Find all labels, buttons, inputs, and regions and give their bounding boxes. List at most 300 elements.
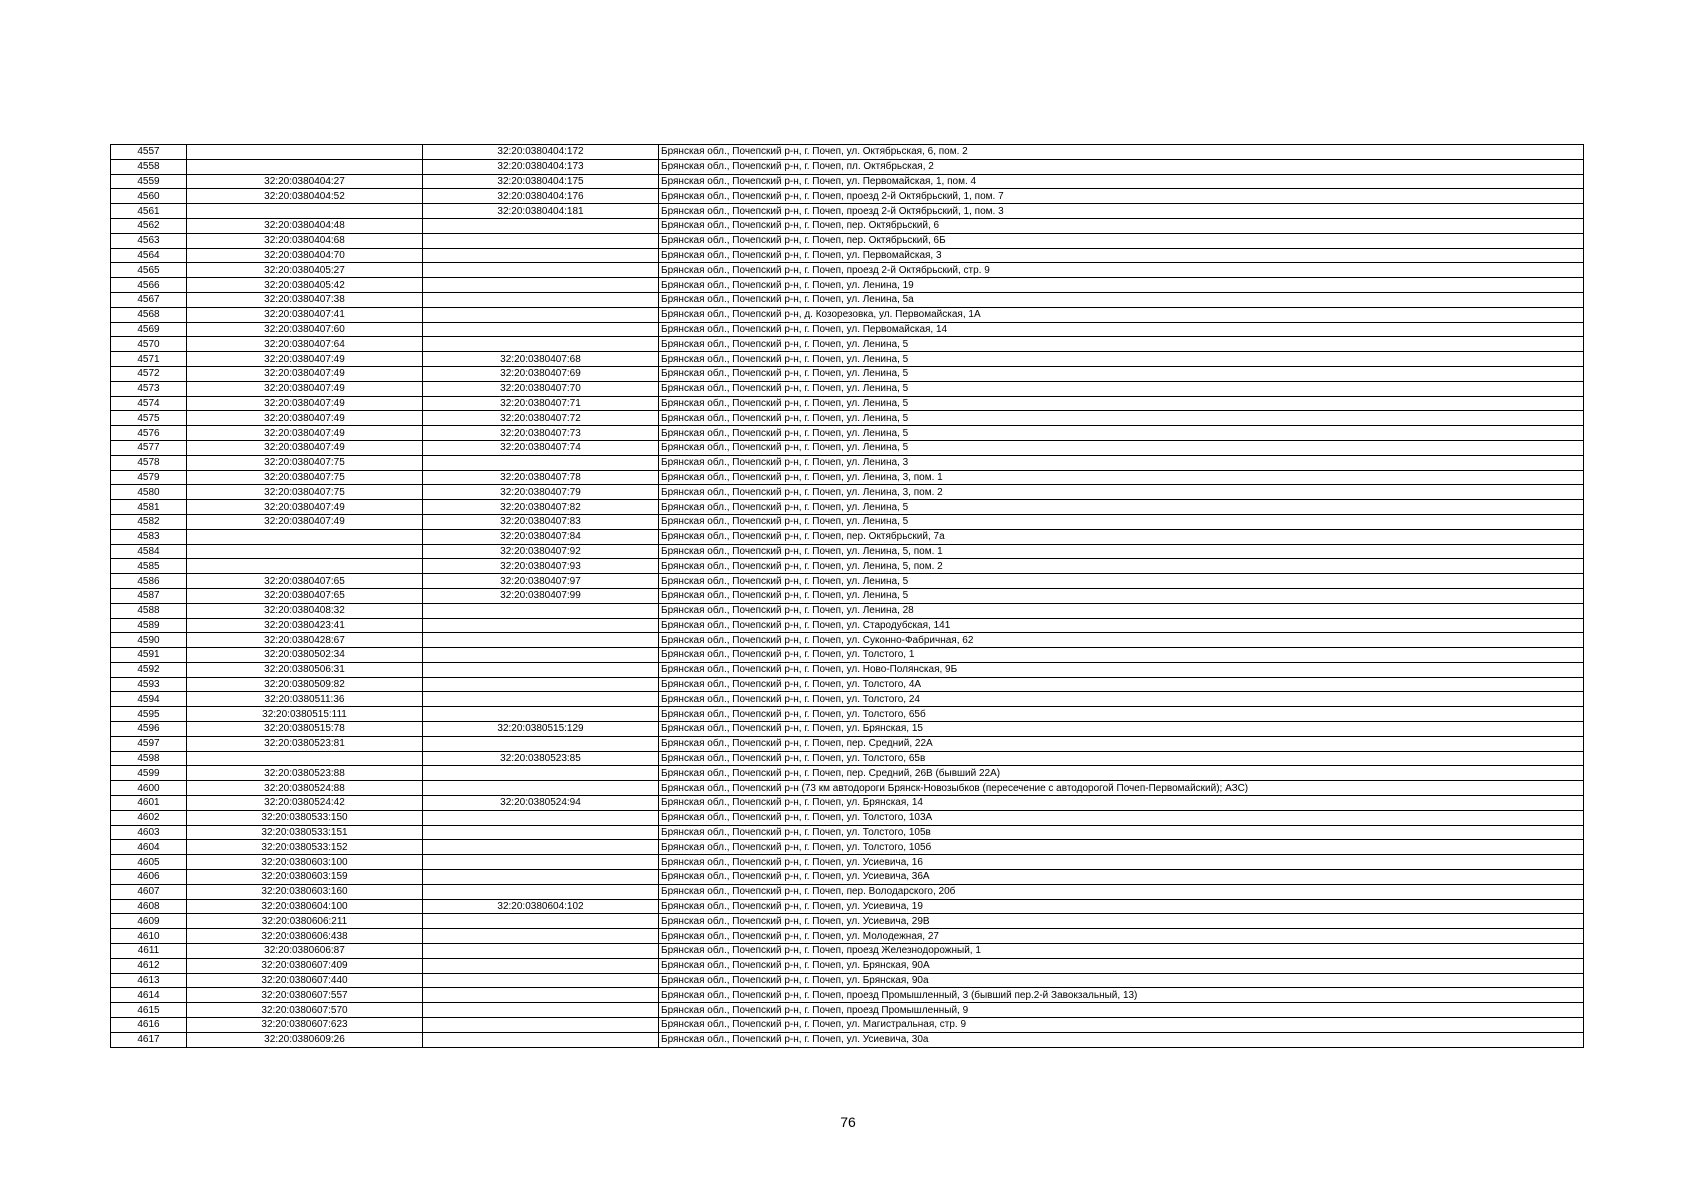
object-cadastral-number-cell — [423, 322, 659, 337]
row-number-cell: 4594 — [111, 692, 187, 707]
address-cell: Брянская обл., Почепский р-н, г. Почеп, ул. Ленина, 5 — [659, 426, 1584, 441]
row-number-cell: 4581 — [111, 500, 187, 515]
object-cadastral-number-cell — [423, 307, 659, 322]
row-number-cell: 4562 — [111, 218, 187, 233]
address-cell: Брянская обл., Почепский р-н, г. Почеп, ул. Толстого, 1 — [659, 648, 1584, 663]
row-number-cell: 4591 — [111, 648, 187, 663]
object-cadastral-number-cell — [423, 662, 659, 677]
table-row — [111, 662, 1584, 677]
cadastral-number-cell: 32:20:0380511:36 — [187, 692, 423, 707]
row-number-cell: 4557 — [111, 145, 187, 160]
address-cell: Брянская обл., Почепский р-н, г. Почеп, проезд 2-й Октябрьский, 1, пом. 3 — [659, 204, 1584, 219]
table-row — [111, 574, 1584, 589]
cadastral-number-cell: 32:20:0380603:160 — [187, 884, 423, 899]
object-cadastral-number-cell: 32:20:0380407:97 — [423, 574, 659, 589]
row-number-cell: 4575 — [111, 411, 187, 426]
object-cadastral-number-cell: 32:20:0380407:70 — [423, 381, 659, 396]
table-row — [111, 736, 1584, 751]
table-row — [111, 870, 1584, 885]
object-cadastral-number-cell — [423, 677, 659, 692]
object-cadastral-number-cell — [423, 766, 659, 781]
cadastral-number-cell: 32:20:0380523:88 — [187, 766, 423, 781]
address-cell: Брянская обл., Почепский р-н, г. Почеп, ул. Ленина, 5 — [659, 411, 1584, 426]
row-number-cell: 4613 — [111, 973, 187, 988]
object-cadastral-number-cell — [423, 958, 659, 973]
cadastral-number-cell: 32:20:0380408:32 — [187, 603, 423, 618]
table-row — [111, 426, 1584, 441]
cadastral-number-cell: 32:20:0380407:75 — [187, 485, 423, 500]
row-number-cell: 4592 — [111, 662, 187, 677]
address-cell: Брянская обл., Почепский р-н, г. Почеп, проезд Железнодорожный, 1 — [659, 944, 1584, 959]
cadastral-number-cell: 32:20:0380407:49 — [187, 396, 423, 411]
cadastral-number-cell: 32:20:0380405:42 — [187, 278, 423, 293]
object-cadastral-number-cell: 32:20:0380404:173 — [423, 159, 659, 174]
object-cadastral-number-cell — [423, 455, 659, 470]
row-number-cell: 4616 — [111, 1018, 187, 1033]
cadastral-number-cell: 32:20:0380604:100 — [187, 899, 423, 914]
cadastral-number-cell — [187, 751, 423, 766]
address-cell: Брянская обл., Почепский р-н, г. Почеп, ул. Суконно-Фабричная, 62 — [659, 633, 1584, 648]
object-cadastral-number-cell: 32:20:0380407:83 — [423, 514, 659, 529]
object-cadastral-number-cell: 32:20:0380404:172 — [423, 145, 659, 160]
address-cell: Брянская обл., Почепский р-н, г. Почеп, ул. Толстого, 105в — [659, 825, 1584, 840]
row-number-cell: 4603 — [111, 825, 187, 840]
table-row — [111, 204, 1584, 219]
row-number-cell: 4614 — [111, 988, 187, 1003]
object-cadastral-number-cell — [423, 233, 659, 248]
address-cell: Брянская обл., Почепский р-н, г. Почеп, ул. Ленина, 5 — [659, 396, 1584, 411]
row-number-cell: 4609 — [111, 914, 187, 929]
table-row — [111, 1032, 1584, 1047]
object-cadastral-number-cell — [423, 1003, 659, 1018]
address-cell: Брянская обл., Почепский р-н, г. Почеп, ул. Ленина, 5 — [659, 500, 1584, 515]
cadastral-number-cell — [187, 159, 423, 174]
address-cell: Брянская обл., Почепский р-н, г. Почеп, ул. Брянская, 90а — [659, 973, 1584, 988]
address-cell: Брянская обл., Почепский р-н, г. Почеп, ул. Магистральная, стр. 9 — [659, 1018, 1584, 1033]
object-cadastral-number-cell: 32:20:0380407:72 — [423, 411, 659, 426]
table-row — [111, 470, 1584, 485]
address-cell: Брянская обл., Почепский р-н, г. Почеп, ул. Ленина, 5 — [659, 366, 1584, 381]
object-cadastral-number-cell — [423, 1032, 659, 1047]
table-row — [111, 855, 1584, 870]
object-cadastral-number-cell: 32:20:0380407:99 — [423, 588, 659, 603]
table-row — [111, 884, 1584, 899]
row-number-cell: 4589 — [111, 618, 187, 633]
object-cadastral-number-cell — [423, 944, 659, 959]
cadastral-number-cell: 32:20:0380607:557 — [187, 988, 423, 1003]
object-cadastral-number-cell: 32:20:0380407:73 — [423, 426, 659, 441]
address-cell: Брянская обл., Почепский р-н, г. Почеп, проезд Промышленный, 3 (бывший пер.2-й Завокзальный, 13) — [659, 988, 1584, 1003]
cadastral-number-cell — [187, 544, 423, 559]
row-number-cell: 4610 — [111, 929, 187, 944]
cadastral-number-cell: 32:20:0380407:65 — [187, 588, 423, 603]
address-cell: Брянская обл., Почепский р-н, г. Почеп, ул. Ленина, 5, пом. 2 — [659, 559, 1584, 574]
address-cell: Брянская обл., Почепский р-н, г. Почеп, пер. Средний, 26В (бывший 22А) — [659, 766, 1584, 781]
cadastral-number-cell: 32:20:0380407:49 — [187, 426, 423, 441]
row-number-cell: 4599 — [111, 766, 187, 781]
object-cadastral-number-cell — [423, 870, 659, 885]
table-row — [111, 1018, 1584, 1033]
cadastral-number-cell: 32:20:0380404:70 — [187, 248, 423, 263]
row-number-cell: 4568 — [111, 307, 187, 322]
cadastral-number-cell: 32:20:0380407:38 — [187, 292, 423, 307]
table-row — [111, 648, 1584, 663]
row-number-cell: 4573 — [111, 381, 187, 396]
address-cell: Брянская обл., Почепский р-н, г. Почеп, ул. Брянская, 14 — [659, 796, 1584, 811]
address-cell: Брянская обл., Почепский р-н, г. Почеп, проезд Промышленный, 9 — [659, 1003, 1584, 1018]
row-number-cell: 4566 — [111, 278, 187, 293]
address-cell: Брянская обл., Почепский р-н, г. Почеп, ул. Усиевича, 30а — [659, 1032, 1584, 1047]
table-row — [111, 944, 1584, 959]
cadastral-number-cell: 32:20:0380407:60 — [187, 322, 423, 337]
object-cadastral-number-cell: 32:20:0380407:79 — [423, 485, 659, 500]
row-number-cell: 4587 — [111, 588, 187, 603]
table-row — [111, 381, 1584, 396]
cadastral-number-cell: 32:20:0380407:49 — [187, 514, 423, 529]
table-row — [111, 440, 1584, 455]
address-cell: Брянская обл., Почепский р-н, г. Почеп, ул. Ленина, 5 — [659, 514, 1584, 529]
table-row — [111, 796, 1584, 811]
cadastral-number-cell: 32:20:0380407:49 — [187, 366, 423, 381]
address-cell: Брянская обл., Почепский р-н, г. Почеп, пл. Октябрьская, 2 — [659, 159, 1584, 174]
table-row — [111, 159, 1584, 174]
row-number-cell: 4600 — [111, 781, 187, 796]
table-row — [111, 218, 1584, 233]
row-number-cell: 4598 — [111, 751, 187, 766]
object-cadastral-number-cell — [423, 278, 659, 293]
object-cadastral-number-cell — [423, 840, 659, 855]
address-cell: Брянская обл., Почепский р-н, г. Почеп, проезд 2-й Октябрьский, стр. 9 — [659, 263, 1584, 278]
cadastral-number-cell: 32:20:0380407:75 — [187, 470, 423, 485]
table-row — [111, 233, 1584, 248]
cadastral-number-cell: 32:20:0380405:27 — [187, 263, 423, 278]
row-number-cell: 4563 — [111, 233, 187, 248]
object-cadastral-number-cell: 32:20:0380407:92 — [423, 544, 659, 559]
table-row — [111, 1003, 1584, 1018]
address-cell: Брянская обл., Почепский р-н, г. Почеп, ул. Ленина, 5 — [659, 574, 1584, 589]
row-number-cell: 4596 — [111, 722, 187, 737]
address-cell: Брянская обл., Почепский р-н, г. Почеп, ул. Толстого, 4А — [659, 677, 1584, 692]
object-cadastral-number-cell: 32:20:0380407:82 — [423, 500, 659, 515]
row-number-cell: 4565 — [111, 263, 187, 278]
row-number-cell: 4577 — [111, 440, 187, 455]
table-row — [111, 677, 1584, 692]
row-number-cell: 4597 — [111, 736, 187, 751]
row-number-cell: 4601 — [111, 796, 187, 811]
address-cell: Брянская обл., Почепский р-н, г. Почеп, пер. Октябрьский, 6Б — [659, 233, 1584, 248]
row-number-cell: 4606 — [111, 870, 187, 885]
table-row — [111, 781, 1584, 796]
table-row — [111, 396, 1584, 411]
table-row — [111, 485, 1584, 500]
table-row — [111, 633, 1584, 648]
row-number-cell: 4576 — [111, 426, 187, 441]
address-cell: Брянская обл., Почепский р-н, г. Почеп, ул. Ленина, 5 — [659, 337, 1584, 352]
table-row — [111, 618, 1584, 633]
object-cadastral-number-cell — [423, 292, 659, 307]
cadastral-number-cell: 32:20:0380506:31 — [187, 662, 423, 677]
object-cadastral-number-cell — [423, 618, 659, 633]
table-row — [111, 988, 1584, 1003]
registry-table-body — [111, 145, 1584, 1048]
table-row — [111, 322, 1584, 337]
cadastral-number-cell: 32:20:0380407:49 — [187, 411, 423, 426]
cadastral-number-cell: 32:20:0380609:26 — [187, 1032, 423, 1047]
table-row — [111, 500, 1584, 515]
table-row — [111, 455, 1584, 470]
object-cadastral-number-cell — [423, 337, 659, 352]
row-number-cell: 4607 — [111, 884, 187, 899]
cadastral-number-cell: 32:20:0380404:48 — [187, 218, 423, 233]
row-number-cell: 4559 — [111, 174, 187, 189]
address-cell: Брянская обл., Почепский р-н, г. Почеп, ул. Ленина, 19 — [659, 278, 1584, 293]
cadastral-number-cell: 32:20:0380606:211 — [187, 914, 423, 929]
table-row — [111, 973, 1584, 988]
table-row — [111, 899, 1584, 914]
address-cell: Брянская обл., Почепский р-н, г. Почеп, ул. Ленина, 5 — [659, 381, 1584, 396]
row-number-cell: 4584 — [111, 544, 187, 559]
cadastral-number-cell: 32:20:0380523:81 — [187, 736, 423, 751]
cadastral-number-cell — [187, 559, 423, 574]
cadastral-number-cell: 32:20:0380407:49 — [187, 352, 423, 367]
address-cell: Брянская обл., Почепский р-н, г. Почеп, пер. Октябрьский, 7а — [659, 529, 1584, 544]
object-cadastral-number-cell: 32:20:0380404:175 — [423, 174, 659, 189]
cadastral-number-cell: 32:20:0380407:65 — [187, 574, 423, 589]
cadastral-number-cell: 32:20:0380524:42 — [187, 796, 423, 811]
object-cadastral-number-cell: 32:20:0380407:74 — [423, 440, 659, 455]
table-row — [111, 174, 1584, 189]
cadastral-number-cell: 32:20:0380407:75 — [187, 455, 423, 470]
address-cell: Брянская обл., Почепский р-н, г. Почеп, ул. Ленина, 5, пом. 1 — [659, 544, 1584, 559]
address-cell: Брянская обл., Почепский р-н, г. Почеп, ул. Брянская, 15 — [659, 722, 1584, 737]
table-row — [111, 825, 1584, 840]
row-number-cell: 4612 — [111, 958, 187, 973]
object-cadastral-number-cell — [423, 914, 659, 929]
cadastral-number-cell: 32:20:0380607:409 — [187, 958, 423, 973]
table-row — [111, 352, 1584, 367]
table-row — [111, 337, 1584, 352]
table-row — [111, 529, 1584, 544]
object-cadastral-number-cell — [423, 973, 659, 988]
address-cell: Брянская обл., Почепский р-н, г. Почеп, ул. Первомайская, 3 — [659, 248, 1584, 263]
cadastral-number-cell: 32:20:0380607:570 — [187, 1003, 423, 1018]
table-row — [111, 411, 1584, 426]
table-row — [111, 751, 1584, 766]
address-cell: Брянская обл., Почепский р-н, г. Почеп, ул. Ленина, 5а — [659, 292, 1584, 307]
address-cell: Брянская обл., Почепский р-н (73 км автодороги Брянск-Новозыбков (пересечение с автодорогой Почеп-Первомайский); АЗС) — [659, 781, 1584, 796]
table-row — [111, 588, 1584, 603]
table-row — [111, 544, 1584, 559]
registry-table — [110, 144, 1584, 1048]
cadastral-number-cell: 32:20:0380404:27 — [187, 174, 423, 189]
object-cadastral-number-cell: 32:20:0380407:68 — [423, 352, 659, 367]
table-row — [111, 929, 1584, 944]
row-number-cell: 4608 — [111, 899, 187, 914]
table-row — [111, 248, 1584, 263]
object-cadastral-number-cell — [423, 648, 659, 663]
object-cadastral-number-cell — [423, 736, 659, 751]
row-number-cell: 4586 — [111, 574, 187, 589]
object-cadastral-number-cell: 32:20:0380407:84 — [423, 529, 659, 544]
page-number: 76 — [840, 1114, 856, 1130]
address-cell: Брянская обл., Почепский р-н, г. Почеп, ул. Толстого, 65в — [659, 751, 1584, 766]
table-row — [111, 958, 1584, 973]
row-number-cell: 4561 — [111, 204, 187, 219]
address-cell: Брянская обл., Почепский р-н, г. Почеп, ул. Ленина, 3 — [659, 455, 1584, 470]
cadastral-number-cell: 32:20:0380407:49 — [187, 381, 423, 396]
table-row — [111, 278, 1584, 293]
table-row — [111, 603, 1584, 618]
cadastral-number-cell: 32:20:0380404:68 — [187, 233, 423, 248]
object-cadastral-number-cell: 32:20:0380515:129 — [423, 722, 659, 737]
table-row — [111, 366, 1584, 381]
row-number-cell: 4574 — [111, 396, 187, 411]
cadastral-number-cell: 32:20:0380407:41 — [187, 307, 423, 322]
object-cadastral-number-cell — [423, 884, 659, 899]
cadastral-number-cell: 32:20:0380524:88 — [187, 781, 423, 796]
row-number-cell: 4560 — [111, 189, 187, 204]
object-cadastral-number-cell: 32:20:0380404:181 — [423, 204, 659, 219]
cadastral-number-cell: 32:20:0380603:100 — [187, 855, 423, 870]
row-number-cell: 4578 — [111, 455, 187, 470]
row-number-cell: 4590 — [111, 633, 187, 648]
object-cadastral-number-cell — [423, 263, 659, 278]
table-row — [111, 766, 1584, 781]
address-cell: Брянская обл., Почепский р-н, г. Почеп, пер. Октябрьский, 6 — [659, 218, 1584, 233]
object-cadastral-number-cell — [423, 218, 659, 233]
object-cadastral-number-cell — [423, 929, 659, 944]
address-cell: Брянская обл., Почепский р-н, г. Почеп, ул. Толстого, 105б — [659, 840, 1584, 855]
address-cell: Брянская обл., Почепский р-н, г. Почеп, ул. Октябрьская, 6, пом. 2 — [659, 145, 1584, 160]
table-row — [111, 840, 1584, 855]
object-cadastral-number-cell: 32:20:0380407:78 — [423, 470, 659, 485]
cadastral-number-cell: 32:20:0380407:64 — [187, 337, 423, 352]
object-cadastral-number-cell — [423, 855, 659, 870]
object-cadastral-number-cell — [423, 988, 659, 1003]
row-number-cell: 4605 — [111, 855, 187, 870]
address-cell: Брянская обл., Почепский р-н, г. Почеп, ул. Ново-Полянская, 9Б — [659, 662, 1584, 677]
object-cadastral-number-cell: 32:20:0380524:94 — [423, 796, 659, 811]
address-cell: Брянская обл., Почепский р-н, г. Почеп, ул. Ленина, 28 — [659, 603, 1584, 618]
table-row — [111, 145, 1584, 160]
address-cell: Брянская обл., Почепский р-н, г. Почеп, ул. Усиевича, 29В — [659, 914, 1584, 929]
row-number-cell: 4588 — [111, 603, 187, 618]
row-number-cell: 4593 — [111, 677, 187, 692]
address-cell: Брянская обл., Почепский р-н, г. Почеп, ул. Ленина, 3, пом. 2 — [659, 485, 1584, 500]
table-row — [111, 263, 1584, 278]
cadastral-number-cell: 32:20:0380404:52 — [187, 189, 423, 204]
row-number-cell: 4580 — [111, 485, 187, 500]
address-cell: Брянская обл., Почепский р-н, г. Почеп, ул. Толстого, 65б — [659, 707, 1584, 722]
address-cell: Брянская обл., Почепский р-н, г. Почеп, ул. Толстого, 103А — [659, 810, 1584, 825]
cadastral-number-cell: 32:20:0380515:111 — [187, 707, 423, 722]
object-cadastral-number-cell — [423, 603, 659, 618]
row-number-cell: 4572 — [111, 366, 187, 381]
table-row — [111, 692, 1584, 707]
address-cell: Брянская обл., Почепский р-н, г. Почеп, пер. Володарского, 20б — [659, 884, 1584, 899]
table-row — [111, 810, 1584, 825]
row-number-cell: 4570 — [111, 337, 187, 352]
address-cell: Брянская обл., Почепский р-н, г. Почеп, ул. Ленина, 5 — [659, 588, 1584, 603]
address-cell: Брянская обл., Почепский р-н, г. Почеп, проезд 2-й Октябрьский, 1, пом. 7 — [659, 189, 1584, 204]
cadastral-number-cell: 32:20:0380509:82 — [187, 677, 423, 692]
cadastral-number-cell: 32:20:0380607:623 — [187, 1018, 423, 1033]
address-cell: Брянская обл., Почепский р-н, г. Почеп, ул. Ленина, 5 — [659, 440, 1584, 455]
cadastral-number-cell: 32:20:0380533:152 — [187, 840, 423, 855]
address-cell: Брянская обл., Почепский р-н, г. Почеп, пер. Средний, 22А — [659, 736, 1584, 751]
address-cell: Брянская обл., Почепский р-н, г. Почеп, ул. Первомайская, 1, пом. 4 — [659, 174, 1584, 189]
cadastral-number-cell: 32:20:0380533:150 — [187, 810, 423, 825]
table-row — [111, 914, 1584, 929]
table-row — [111, 559, 1584, 574]
cadastral-number-cell: 32:20:0380533:151 — [187, 825, 423, 840]
cadastral-number-cell — [187, 204, 423, 219]
object-cadastral-number-cell — [423, 692, 659, 707]
table-row — [111, 707, 1584, 722]
row-number-cell: 4579 — [111, 470, 187, 485]
object-cadastral-number-cell: 32:20:0380604:102 — [423, 899, 659, 914]
cadastral-number-cell: 32:20:0380606:438 — [187, 929, 423, 944]
cadastral-number-cell: 32:20:0380603:159 — [187, 870, 423, 885]
object-cadastral-number-cell — [423, 633, 659, 648]
cadastral-number-cell: 32:20:0380607:440 — [187, 973, 423, 988]
object-cadastral-number-cell — [423, 707, 659, 722]
cadastral-number-cell: 32:20:0380423:41 — [187, 618, 423, 633]
row-number-cell: 4595 — [111, 707, 187, 722]
object-cadastral-number-cell — [423, 781, 659, 796]
object-cadastral-number-cell — [423, 810, 659, 825]
address-cell: Брянская обл., Почепский р-н, г. Почеп, ул. Усиевича, 19 — [659, 899, 1584, 914]
object-cadastral-number-cell: 32:20:0380407:93 — [423, 559, 659, 574]
object-cadastral-number-cell: 32:20:0380407:69 — [423, 366, 659, 381]
row-number-cell: 4558 — [111, 159, 187, 174]
row-number-cell: 4617 — [111, 1032, 187, 1047]
row-number-cell: 4611 — [111, 944, 187, 959]
cadastral-number-cell: 32:20:0380515:78 — [187, 722, 423, 737]
row-number-cell: 4615 — [111, 1003, 187, 1018]
row-number-cell: 4569 — [111, 322, 187, 337]
row-number-cell: 4567 — [111, 292, 187, 307]
table-row — [111, 722, 1584, 737]
row-number-cell: 4571 — [111, 352, 187, 367]
address-cell: Брянская обл., Почепский р-н, г. Почеп, ул. Толстого, 24 — [659, 692, 1584, 707]
table-row — [111, 307, 1584, 322]
address-cell: Брянская обл., Почепский р-н, г. Почеп, ул. Усиевича, 16 — [659, 855, 1584, 870]
row-number-cell: 4582 — [111, 514, 187, 529]
cadastral-number-cell: 32:20:0380606:87 — [187, 944, 423, 959]
table-row — [111, 189, 1584, 204]
table-row — [111, 292, 1584, 307]
object-cadastral-number-cell — [423, 248, 659, 263]
object-cadastral-number-cell: 32:20:0380523:85 — [423, 751, 659, 766]
address-cell: Брянская обл., Почепский р-н, г. Почеп, ул. Первомайская, 14 — [659, 322, 1584, 337]
object-cadastral-number-cell — [423, 825, 659, 840]
address-cell: Брянская обл., Почепский р-н, г. Почеп, ул. Ленина, 5 — [659, 352, 1584, 367]
address-cell: Брянская обл., Почепский р-н, г. Почеп, ул. Стародубская, 141 — [659, 618, 1584, 633]
cadastral-number-cell: 32:20:0380502:34 — [187, 648, 423, 663]
cadastral-number-cell — [187, 145, 423, 160]
cadastral-number-cell — [187, 529, 423, 544]
row-number-cell: 4602 — [111, 810, 187, 825]
address-cell: Брянская обл., Почепский р-н, д. Козорезовка, ул. Первомайская, 1А — [659, 307, 1584, 322]
object-cadastral-number-cell — [423, 1018, 659, 1033]
row-number-cell: 4585 — [111, 559, 187, 574]
row-number-cell: 4604 — [111, 840, 187, 855]
row-number-cell: 4564 — [111, 248, 187, 263]
object-cadastral-number-cell: 32:20:0380407:71 — [423, 396, 659, 411]
cadastral-number-cell: 32:20:0380407:49 — [187, 500, 423, 515]
cadastral-number-cell: 32:20:0380407:49 — [187, 440, 423, 455]
